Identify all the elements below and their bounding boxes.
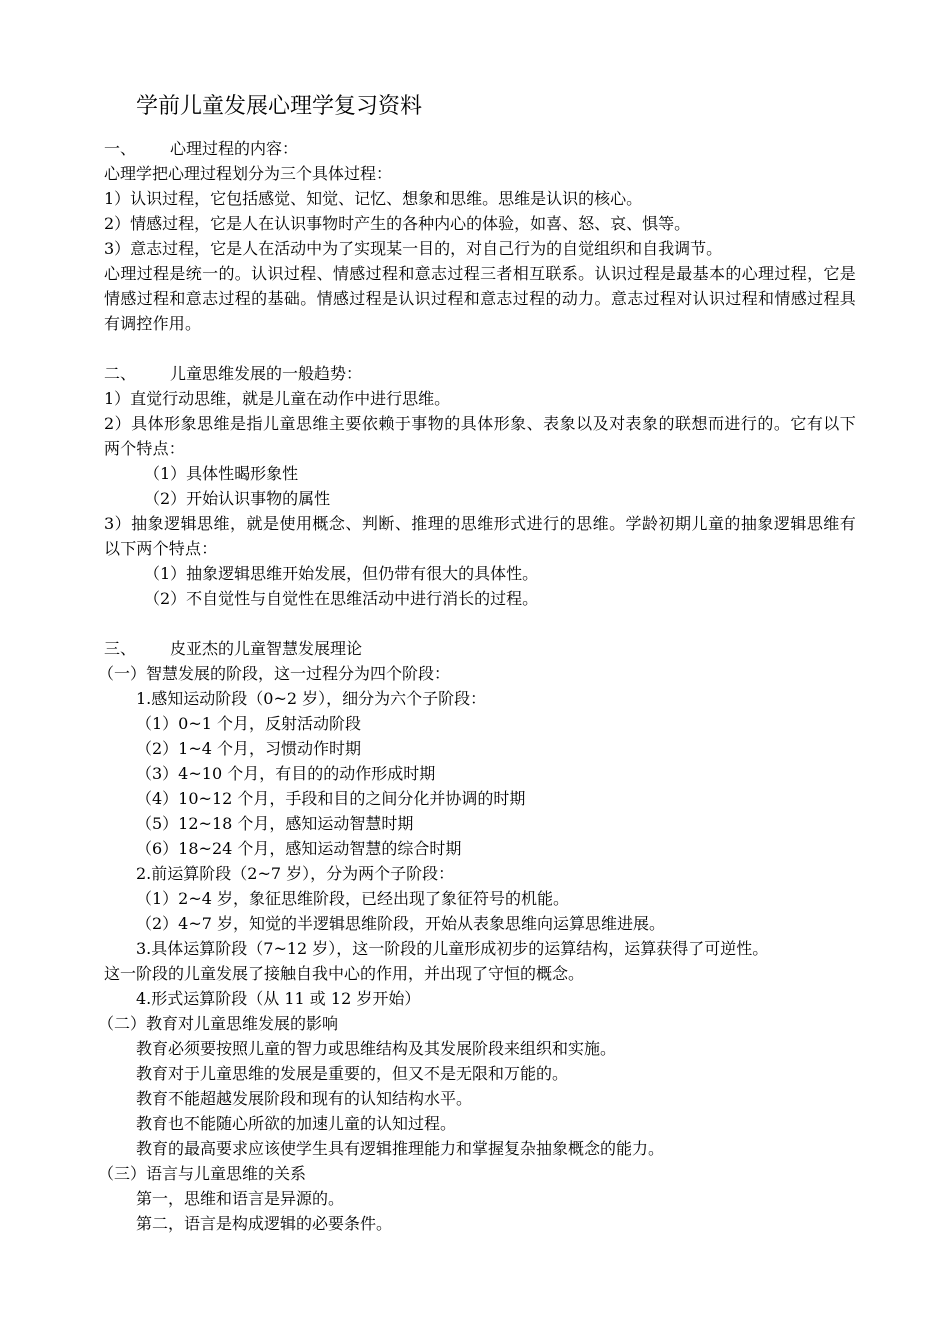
stage-4: 4.形式运算阶段（从 11 或 12 岁开始） [136, 989, 421, 1008]
section-1-item-3: 3）意志过程，它是人在活动中为了实现某一目的，对自己行为的自觉组织和自我调节。 [104, 239, 723, 258]
part-2-item-4: 教育也不能随心所欲的加速儿童的认知过程。 [136, 1114, 457, 1133]
stage-3-line-2: 这一阶段的儿童发展了接触自我中心的作用，并出现了守恒的概念。 [104, 964, 585, 983]
section-3-part-1-title: （一）智慧发展的阶段，这一过程分为四个阶段： [98, 664, 451, 683]
section-2-item-3: 3）抽象逻辑思维，就是使用概念、判断、推理的思维形式进行的思维。学龄初期儿童的抽象逻辑思维有以下两个特点： [104, 514, 856, 558]
section-2-item-1: 1）直觉行动思维，就是儿童在动作中进行思维。 [104, 389, 451, 408]
section-2-number: 二、 [104, 364, 137, 383]
section-3-part-3-title: （三）语言与儿童思维的关系 [98, 1164, 307, 1183]
part-2-item-5: 教育的最高要求应该使学生具有逻辑推理能力和掌握复杂抽象概念的能力。 [136, 1139, 665, 1158]
stage-2-sub-2: （2）4~7 岁，知觉的半逻辑思维阶段，开始从表象思维向运算思维进展。 [136, 914, 666, 933]
section-2-heading [104, 361, 856, 386]
section-3-title: 皮亚杰的儿童智慧发展理论 [170, 639, 363, 658]
part-3-item-2: 第二，语言是构成逻辑的必要条件。 [136, 1214, 393, 1233]
part-2-item-2: 教育对于儿童思维的发展是重要的，但又不是无限和万能的。 [136, 1064, 569, 1083]
stage-1: 1.感知运动阶段（0~2 岁），细分为六个子阶段： [136, 689, 487, 708]
stage-1-sub-4: （4）10~12 个月，手段和目的之间分化并协调的时期 [136, 789, 526, 808]
document-page [98, 92, 856, 1236]
part-2-item-1: 教育必须要按照儿童的智力或思维结构及其发展阶段来组织和实施。 [136, 1039, 617, 1058]
stage-2: 2.前运算阶段（2~7 岁），分为两个子阶段： [136, 864, 455, 883]
section-1-number: 一、 [104, 139, 137, 158]
section-2-item-2: 2）具体形象思维是指儿童思维主要依赖于事物的具体形象、表象以及对表象的联想而进行的。它有以下两个特点： [104, 414, 856, 458]
spacer [104, 336, 856, 361]
spacer [104, 611, 856, 636]
document-title: 学前儿童发展心理学复习资料 [136, 94, 423, 119]
part-2-item-3: 教育不能超越发展阶段和现有的认知结构水平。 [136, 1089, 473, 1108]
section-2-item-3-sub-2: （2）不自觉性与自觉性在思维活动中进行消长的过程。 [144, 589, 539, 608]
stage-1-sub-5: （5）12~18 个月，感知运动智慧时期 [136, 814, 414, 833]
section-2-item-3-sub-1: （1）抽象逻辑思维开始发展，但仍带有很大的具体性。 [144, 564, 539, 583]
section-1-title: 心理过程的内容： [170, 139, 299, 158]
part-3-item-1: 第一，思维和语言是异源的。 [136, 1189, 345, 1208]
stage-1-sub-1: （1）0~1 个月，反射活动阶段 [136, 714, 362, 733]
section-1-heading [104, 136, 856, 161]
section-1-item-2: 2）情感过程，它是人在认识事物时产生的各种内心的体验，如喜、怒、哀、惧等。 [104, 214, 691, 233]
section-1-intro: 心理学把心理过程划分为三个具体过程： [104, 164, 393, 183]
section-2-title: 儿童思维发展的一般趋势： [170, 364, 363, 383]
section-3-heading [104, 636, 856, 661]
stage-2-sub-1: （1）2~4 岁，象征思维阶段，已经出现了象征符号的机能。 [136, 889, 570, 908]
stage-1-sub-2: （2）1~4 个月，习惯动作时期 [136, 739, 362, 758]
section-2-item-2-sub-2: （2）开始认识事物的属性 [144, 489, 331, 508]
section-1-summary: 心理过程是统一的。认识过程、情感过程和意志过程三者相互联系。认识过程是最基本的心理过程，它是情感过程和意志过程的基础。情感过程是认识过程和意志过程的动力。意志过程对认识过程和情感过程具有调控作用。 [104, 264, 856, 333]
stage-3-line-1: 3.具体运算阶段（7~12 岁），这一阶段的儿童形成初步的运算结构，运算获得了可逆性。 [136, 939, 769, 958]
section-3-number: 三、 [104, 639, 137, 658]
stage-1-sub-6: （6）18~24 个月，感知运动智慧的综合时期 [136, 839, 462, 858]
section-1-item-1: 1）认识过程，它包括感觉、知觉、记忆、想象和思维。思维是认识的核心。 [104, 189, 643, 208]
stage-1-sub-3: （3）4~10 个月，有目的的动作形成时期 [136, 764, 436, 783]
section-2-item-2-sub-1: （1）具体性暍形象性 [144, 464, 299, 483]
section-3-part-2-title: （二）教育对儿童思维发展的影响 [98, 1014, 339, 1033]
